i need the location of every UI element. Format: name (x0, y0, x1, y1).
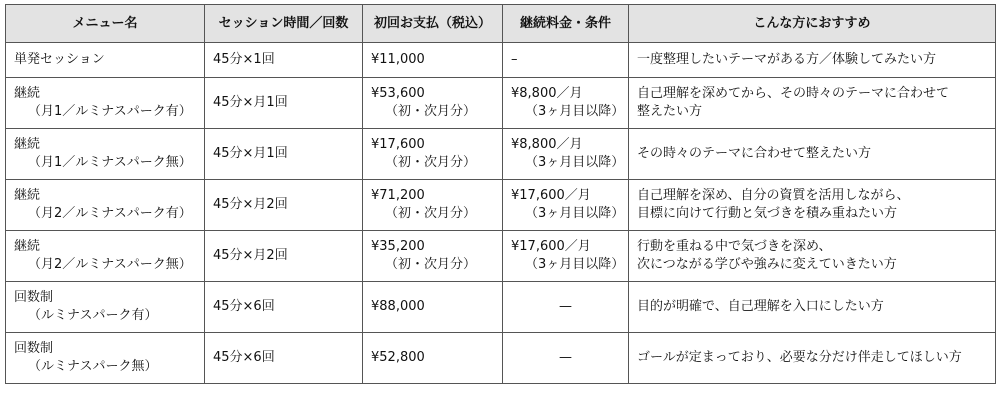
table-row (6, 129, 996, 180)
continuing-fee-cell-line: ¥17,600／月 (511, 239, 591, 254)
continuing-fee-cell (503, 78, 629, 129)
initial-payment-cell (363, 333, 503, 384)
recommended-cell (629, 43, 996, 78)
initial-payment-cell-line: ¥35,200 (371, 239, 425, 254)
session-cell: 45分×1回 (205, 43, 363, 78)
initial-payment-cell-line: ¥71,200 (371, 188, 425, 203)
header-continuing-fee: 継続料金・条件 (503, 5, 629, 43)
continuing-fee-cell-line: （3ヶ月目以降） (525, 257, 625, 272)
continuing-fee-cell-line: （3ヶ月目以降） (525, 104, 625, 119)
menu-name-cell-line: 継続 (14, 86, 41, 101)
menu-name-cell-line: 単発セッション (14, 52, 105, 67)
session-cell: 45分×6回 (205, 333, 363, 384)
pricing-table-container (5, 4, 995, 384)
initial-payment-cell (363, 282, 503, 333)
table-row (6, 78, 996, 129)
menu-name-cell-line: 回数制 (14, 341, 54, 356)
recommended-line: 整えたい方 (637, 104, 703, 119)
pricing-table (5, 4, 996, 384)
continuing-fee-cell-line: — (559, 350, 572, 365)
table-row (6, 43, 996, 78)
table-row (6, 180, 996, 231)
table-row (6, 333, 996, 384)
header-recommended-for: こんな方におすすめ (629, 5, 996, 43)
session-cell: 45分×月2回 (205, 231, 363, 282)
initial-payment-cell-line: （初・次月分） (385, 155, 477, 170)
recommended-line: 自己理解を深めてから、その時々のテーマに合わせて (637, 86, 950, 101)
table-row (6, 282, 996, 333)
recommended-line: ゴールが定まっており、必要な分だけ伴走してほしい方 (637, 350, 962, 365)
recommended-cell (629, 282, 996, 333)
continuing-fee-cell (503, 180, 629, 231)
session-cell: 45分×月1回 (205, 129, 363, 180)
initial-payment-cell-line: ¥17,600 (371, 137, 425, 152)
continuing-fee-cell-line: ¥8,800／月 (511, 137, 583, 152)
menu-name-cell-line: 継続 (14, 137, 41, 152)
table-row (6, 231, 996, 282)
continuing-fee-cell-line: （3ヶ月目以降） (525, 155, 625, 170)
initial-payment-cell (363, 129, 503, 180)
continuing-fee-cell (503, 231, 629, 282)
continuing-fee-cell (503, 282, 629, 333)
continuing-fee-cell-line: – (511, 52, 518, 67)
menu-name-cell-line: （ルミナスパーク有） (28, 308, 158, 323)
session-cell: 45分×月2回 (205, 180, 363, 231)
recommended-line: 目標に向けて行動と気づきを積み重ねたい方 (637, 206, 898, 221)
menu-name-cell (6, 333, 205, 384)
menu-name-cell-line: （月1／ルミナスパーク無） (28, 155, 192, 170)
recommended-cell (629, 78, 996, 129)
session-cell: 45分×6回 (205, 282, 363, 333)
continuing-fee-cell (503, 43, 629, 78)
initial-payment-cell-line: ¥11,000 (371, 52, 425, 67)
menu-name-cell (6, 78, 205, 129)
header-initial-payment: 初回お支払（税込） (363, 5, 503, 43)
header-session: セッション時間／回数 (205, 5, 363, 43)
recommended-line: 一度整理したいテーマがある方／体験してみたい方 (637, 52, 937, 67)
recommended-line: 次につながる学びや強みに変えていきたい方 (637, 257, 897, 272)
recommended-cell (629, 231, 996, 282)
initial-payment-cell-line: ¥53,600 (371, 86, 425, 101)
initial-payment-cell-line: （初・次月分） (385, 104, 477, 119)
initial-payment-cell (363, 78, 503, 129)
menu-name-cell (6, 129, 205, 180)
menu-name-cell-line: （月1／ルミナスパーク有） (28, 104, 192, 119)
initial-payment-cell-line: （初・次月分） (385, 257, 477, 272)
header-menu-name: メニュー名 (6, 5, 205, 43)
session-cell: 45分×月1回 (205, 78, 363, 129)
continuing-fee-cell-line: ¥17,600／月 (511, 188, 591, 203)
initial-payment-cell-line: ¥88,000 (371, 299, 425, 314)
menu-name-cell (6, 282, 205, 333)
initial-payment-cell-line: ¥52,800 (371, 350, 425, 365)
continuing-fee-cell-line: （3ヶ月目以降） (525, 206, 625, 221)
recommended-line: その時々のテーマに合わせて整えたい方 (637, 146, 872, 161)
menu-name-cell-line: （月2／ルミナスパーク有） (28, 206, 192, 221)
menu-name-cell-line: 回数制 (14, 290, 54, 305)
recommended-cell (629, 129, 996, 180)
menu-name-cell (6, 231, 205, 282)
initial-payment-cell-line: （初・次月分） (385, 206, 477, 221)
initial-payment-cell (363, 231, 503, 282)
header-row (6, 5, 996, 43)
recommended-cell (629, 333, 996, 384)
continuing-fee-cell (503, 129, 629, 180)
menu-name-cell-line: （月2／ルミナスパーク無） (28, 257, 192, 272)
initial-payment-cell (363, 43, 503, 78)
menu-name-cell (6, 180, 205, 231)
recommended-line: 目的が明確で、自己理解を入口にしたい方 (637, 299, 884, 314)
continuing-fee-cell (503, 333, 629, 384)
continuing-fee-cell-line: ¥8,800／月 (511, 86, 583, 101)
recommended-cell (629, 180, 996, 231)
initial-payment-cell (363, 180, 503, 231)
continuing-fee-cell-line: — (559, 299, 572, 314)
menu-name-cell-line: 継続 (14, 188, 41, 203)
menu-name-cell-line: （ルミナスパーク無） (28, 359, 158, 374)
menu-name-cell (6, 43, 205, 78)
menu-name-cell-line: 継続 (14, 239, 41, 254)
recommended-line: 行動を重ねる中で気づきを深め、 (637, 239, 832, 254)
recommended-line: 自己理解を深め、自分の資質を活用しながら、 (637, 188, 910, 203)
